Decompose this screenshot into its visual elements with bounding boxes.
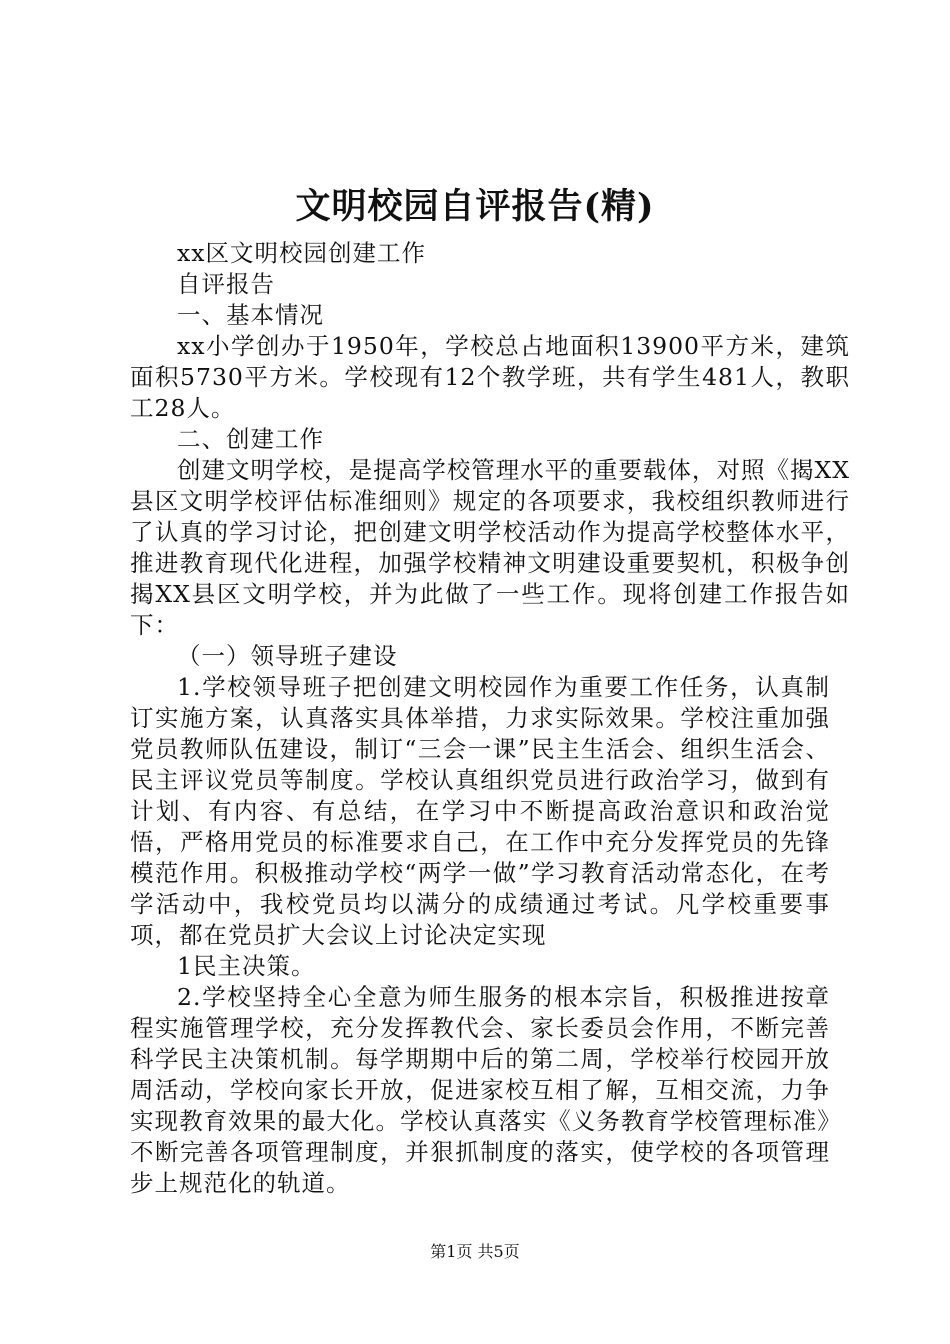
section-heading-creation-work: 二、创建工作 (177, 425, 324, 453)
paragraph-item-2: 2.学校坚持全心全意为师生服务的根本宗旨，积极推进按章程实施管理学校，充分发挥教代会、家长委员会作用，不断完善科学民主决策机制。每学期期中后的第二周，学校举行校园开放周活动，学校向家长开放，促进家校互相了解，互相交流，力争实现教育效果的最大化。学校认真落实《义务教育学校管理标准》不断完善各项管理制度，并狠抓制度的落实，使学校的各项管理步上规范化的轨道。 (130, 983, 830, 1197)
paragraph-basic-info: xx小学创办于1950年，学校总占地面积13900平方米，建筑面积5730平方米。学校现有12个教学班，共有学生481人，教职工28人。 (130, 332, 850, 422)
document-body (130, 238, 850, 1199)
page-footer: 第1页 共5页 (430, 1242, 520, 1261)
paragraph-subtitle-line2: 自评报告 (177, 270, 275, 298)
paragraph-item-1: 1.学校领导班子把创建文明校园作为重要工作任务，认真制订实施方案，认真落实具体举措，力求实际效果。学校注重加强党员教师队伍建设，制订“三会一课”民主生活会、组织生活会、民主评议党员等制度。学校认真组织党员进行政治学习，做到有计划、有内容、有总结，在学习中不断提高政治意识和政治觉悟，严格用党员的标准要求自己，在工作中充分发挥党员的先锋模范作用。积极推动学校“两学一做”学习教育活动常态化，在考学活动中，我校党员均以满分的成绩通过考试。凡学校重要事项，都在党员扩大会议上讨论决定实现 (130, 673, 830, 949)
subsection-heading-leadership: （一）领导班子建设 (177, 642, 398, 670)
document-title: 文明校园自评报告(精) (295, 186, 655, 227)
paragraph-creation-intro: 创建文明学校，是提高学校管理水平的重要载体，对照《揭XX县区文明学校评估标准细则》规定的各项要求，我校组织教师进行了认真的学习讨论，把创建文明学校活动作为提高学校整体水平，推进教育现代化进程，加强学校精神文明建设重要契机，积极争创揭XX县区文明学校，并为此做了一些工作。现将创建工作报告如下： (130, 456, 850, 639)
paragraph-subtitle-line1: xx区文明校园创建工作 (177, 239, 427, 267)
section-heading-basic-info: 一、基本情况 (177, 301, 324, 329)
paragraph-item-1-continued: 1民主决策。 (177, 952, 316, 980)
